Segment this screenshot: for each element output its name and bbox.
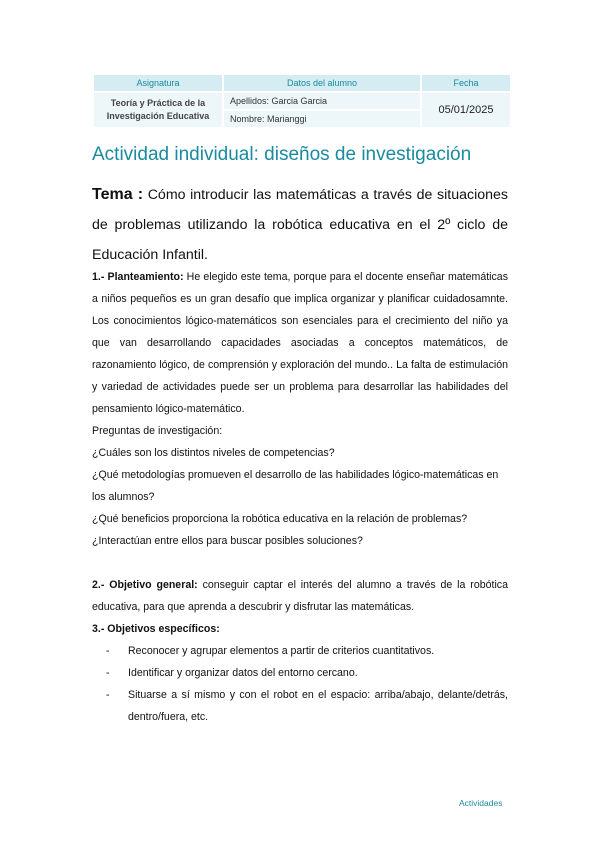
name-value: Marianggi <box>267 114 307 124</box>
objetivo-general-text: conseguir captar el interés del alumno a través de la robótica educativa, para que aprenda a descubrir y disfrutar las matemáticas. <box>92 579 508 613</box>
subject-line-1: Teoría y Práctica de la <box>110 98 206 108</box>
objetivo-general-paragraph <box>92 574 508 618</box>
objetivos-especificos-list <box>92 640 508 728</box>
tema-label: Tema : <box>92 186 144 203</box>
tema-paragraph <box>92 180 508 270</box>
list-item: - Reconocer y agrupar elementos a partir de criterios cuantitativos. <box>92 640 508 662</box>
planteamiento-paragraph <box>92 266 508 420</box>
planteamiento-text: He elegido este tema, porque para el docente enseñar matemáticas a niños pequeños es un gran desafío que implica organizar y planificar cuidadosamnte. Los conocimientos lógico-matemáticos son esenciales para el crecimiento del niño ya que van desarrollando capacidades asociadas a conceptos matemáticos, de razonamiento lógico, de comprensión y exploración del mundo.. La falta de estimulación y variedad de actividades puede ser un problema para desarrollar las habilidades del pensamiento lógico-matemático. <box>92 271 508 415</box>
bullet-dash: - <box>106 667 110 679</box>
name-cell <box>223 110 421 127</box>
pregunta-3: ¿Qué beneficios proporciona la robótica educativa en la relación de problemas? <box>92 513 468 525</box>
surname-value: Garcia Garcia <box>271 96 328 106</box>
header-student-title: Datos del alumno <box>223 75 421 92</box>
bullet-dash: - <box>106 645 110 657</box>
objetivos-especificos-label: 3.- Objetivos específicos: <box>92 623 220 635</box>
bullet-dash: - <box>106 689 110 701</box>
surname-cell <box>223 92 421 110</box>
list-item: - Identificar y organizar datos del entorno cercano. <box>92 662 508 684</box>
body-content <box>92 266 508 728</box>
date-value: 05/01/2025 <box>421 92 510 127</box>
pregunta-1: ¿Cuáles son los distintos niveles de competencias? <box>92 447 335 459</box>
subject-cell <box>94 92 223 127</box>
name-label: Nombre: <box>230 114 265 124</box>
subject-line-2: Investigación Educativa <box>106 111 210 121</box>
surname-label: Apellidos: <box>230 96 270 106</box>
objetivo-general-label: 2.- Objetivo general: <box>92 579 198 591</box>
header-table <box>94 75 510 127</box>
spacer <box>92 552 508 574</box>
pregunta-2: ¿Qué metodologías promueven el desarrollo de las habilidades lógico-matemáticas en los alumnos? <box>92 469 499 503</box>
footer-label: Actividades <box>459 798 503 808</box>
header-date-title: Fecha <box>421 75 510 92</box>
tema-text: Cómo introducir las matemáticas a través de situaciones de problemas utilizando la robótica educativa en el 2º ciclo de Educación Infantil. <box>92 187 508 263</box>
pregunta-4: ¿Interactúan entre ellos para buscar posibles soluciones? <box>92 535 363 547</box>
page-title: Actividad individual: diseños de investigación <box>92 144 472 165</box>
list-item: - Situarse a sí mismo y con el robot en el espacio: arriba/abajo, delante/detrás, dentro/fuera, etc. <box>92 684 508 728</box>
header-subject-title: Asignatura <box>94 75 223 92</box>
preguntas-label: Preguntas de investigación: <box>92 425 223 437</box>
planteamiento-label: 1.- Planteamiento: <box>92 271 184 283</box>
